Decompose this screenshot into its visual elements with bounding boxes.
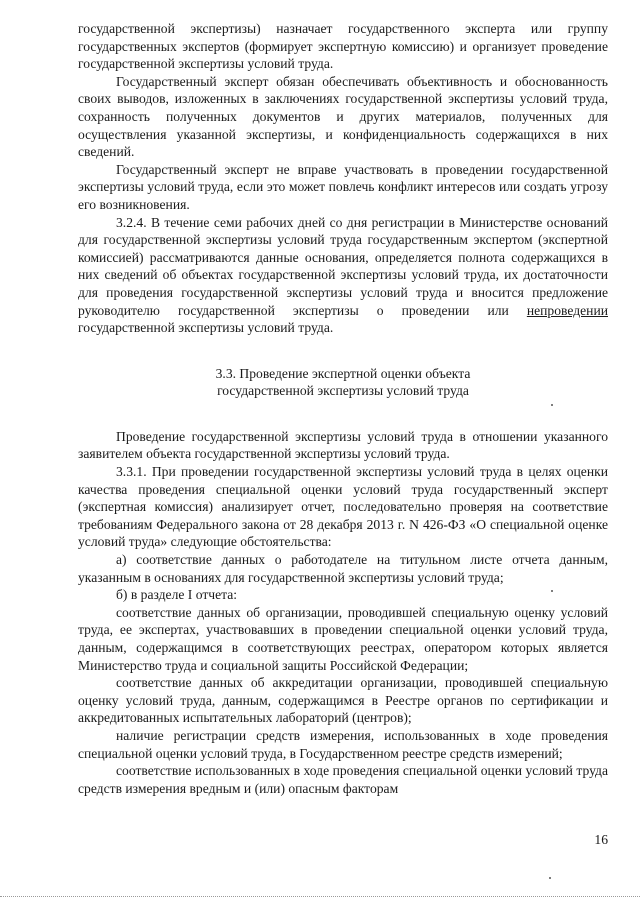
- paragraph-accreditation-data: соответствие данных об аккредитации организации, проводившей специальную оценку условий труда, данным, содержащимся в Реестре органов по сертификации и аккредитованных испытательных лабораторий (центров);: [78, 675, 608, 726]
- paragraph-measurement-registration: наличие регистрации средств измерения, использованных в ходе проведения специальной оценки условий труда, в Государственном реестре средств измерений;: [78, 727, 608, 761]
- paragraph-expert-evaluation: Проведение государственной экспертизы условий труда в отношении указанного заявителем объекта государственной экспертизы условий труда.: [78, 428, 608, 462]
- paragraph-3-2-4-end: государственной экспертизы условий труда.: [78, 320, 334, 336]
- scan-speck: [551, 404, 553, 406]
- paragraph-3-2-4-text: 3.2.4. В течение семи рабочих дней со дня регистрации в Министерстве оснований для государственной экспертизы условий труда государственным экспертом (экспертной комиссией) рассматриваются данные основания, определяется полнота содержащихся в них сведений об объектах государственной экспертизы условий труда, их достаточности для проведения государственной экспертизы условий труда и вносится предложение руководителю государственной экспертизы о проведении или: [78, 214, 608, 318]
- paragraph-expert-duties: Государственный эксперт обязан обеспечивать объективность и обоснованность своих выводов, изложенных в заключениях государственной экспертизы условий труда, сохранность полученных документов и других материалов, полученных для осуществления указанной экспертизы, и конфиденциальность содержащихся в них сведений.: [78, 73, 608, 160]
- paragraph-continuation: государственной экспертизы) назначает государственного эксперта или группу государственных экспертов (формирует экспертную комиссию) и организует проведение государственной экспертизы условий труда.: [78, 21, 608, 72]
- underlined-word: непроведении: [526, 302, 608, 318]
- scan-bottom-edge: [0, 896, 640, 897]
- paragraph-item-a: а) соответствие данных о работодателе на титульном листе отчета данным, указанным в основаниях для государственной экспертизы условий труда;: [78, 552, 608, 585]
- paragraph-measurement-conformity: соответствие использованных в ходе проведения специальной оценки условий труда средств измерения вредным и (или) опасным факторам: [78, 763, 608, 796]
- scan-speck: [551, 590, 553, 592]
- paragraph-organization-data: соответствие данных об организации, проводившей специальную оценку условий труда, ее экспертах, участвовавших в проведении специальной оценки условий труда, данным, содержащимся в соответствующих реестрах, оператором которых является Министерство труда и социальной защиты Российской Федерации;: [78, 604, 608, 673]
- paragraph-item-b: б) в разделе I отчета:: [116, 587, 238, 603]
- section-heading-line-2: государственной экспертизы условий труда: [217, 383, 469, 399]
- paragraph-conflict-of-interest: Государственный эксперт не вправе участвовать в проведении государственной экспертизы условий труда, если это может повлечь конфликт интересов или создать угрозу его возникновения.: [78, 161, 608, 212]
- document-page: [78, 20, 608, 797]
- paragraph-3-2-4: [78, 214, 608, 337]
- page-number: 16: [594, 832, 608, 847]
- paragraph-3-3-1: 3.3.1. При проведении государственной экспертизы условий труда в целях оценки качества проведения специальной оценки условий труда государственный эксперт (экспертная комиссия) анализирует отчет, последовательно проверяя на соответствие требованиям Федерального закона от 28 декабря 2013 г. N 426-ФЗ «О специальной оценке условий труда» следующие обстоятельства:: [78, 464, 608, 550]
- section-heading: [78, 365, 608, 400]
- section-heading-line-1: 3.3. Проведение экспертной оценки объекта: [215, 365, 471, 381]
- scan-speck: [549, 877, 551, 879]
